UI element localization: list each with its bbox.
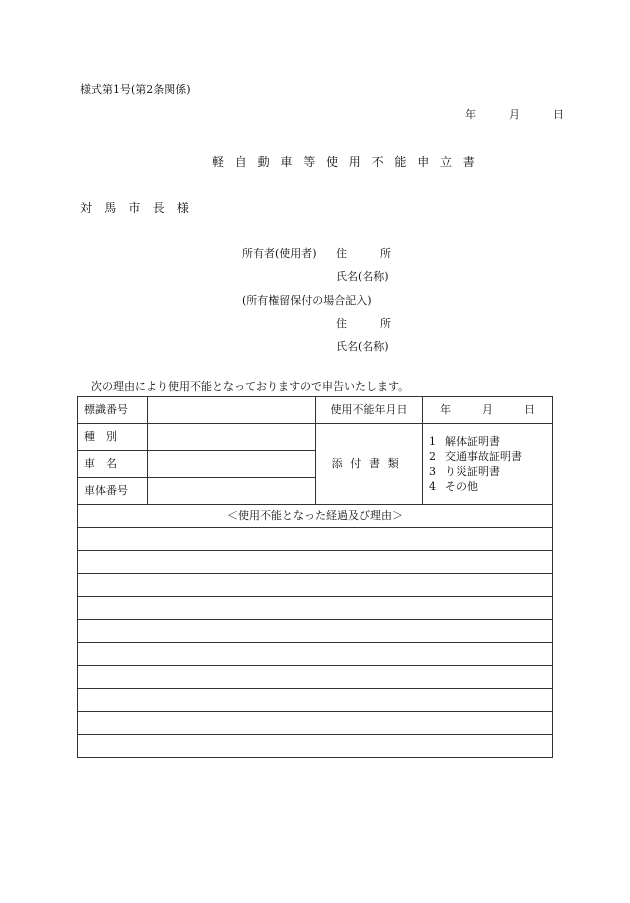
date-year-label: 年: [465, 108, 476, 121]
unusable-date-day: 日: [524, 403, 535, 417]
vehicle-type-label: 種 別: [78, 424, 148, 451]
retention-name-label: 氏名(名称): [336, 340, 389, 353]
reason-line[interactable]: [78, 574, 553, 597]
owner-label: 所有者(使用者): [242, 247, 317, 260]
attachments-list: [423, 424, 553, 505]
reason-line[interactable]: [78, 620, 553, 643]
unusable-form-table: [77, 396, 553, 758]
attachments-label: 添付書類: [331, 457, 407, 471]
car-name-field[interactable]: [148, 451, 316, 478]
plate-number-label: 標識番号: [78, 397, 148, 424]
reason-line[interactable]: [78, 689, 553, 712]
plate-number-field[interactable]: [148, 397, 316, 424]
reason-line[interactable]: [78, 643, 553, 666]
addressee: 対 馬 市 長 様: [80, 201, 194, 215]
owner-address-label: 住 所: [336, 247, 391, 260]
attachment-item[interactable]: 4 その他: [429, 480, 478, 493]
attachment-item[interactable]: 1 解体証明書: [429, 435, 500, 448]
reason-line[interactable]: [78, 735, 553, 758]
reason-line[interactable]: [78, 528, 553, 551]
page-title: 軽自動車等使用不能申立書: [212, 155, 486, 169]
attachments-label-cell: [316, 424, 423, 505]
unusable-date-year: 年: [440, 403, 451, 417]
car-name-label: 車 名: [78, 451, 148, 478]
reason-line[interactable]: [78, 712, 553, 735]
date-day-label: 日: [553, 108, 564, 121]
reason-line[interactable]: [78, 666, 553, 689]
vehicle-type-field[interactable]: [148, 424, 316, 451]
attachment-item[interactable]: 2 交通事故証明書: [429, 450, 522, 463]
unusable-date-month: 月: [482, 403, 493, 417]
date-month-label: 月: [509, 108, 520, 121]
unusable-date-label: 使用不能年月日: [316, 397, 423, 424]
form-reference: 様式第1号(第2条関係): [80, 83, 191, 96]
owner-name-label: 氏名(名称): [336, 270, 389, 283]
date-header: [465, 106, 564, 122]
attachment-item[interactable]: 3 り災証明書: [429, 465, 500, 478]
retention-label: (所有権留保付の場合記入): [242, 294, 372, 307]
chassis-number-label: 車体番号: [78, 478, 148, 505]
reason-line[interactable]: [78, 551, 553, 574]
retention-address-label: 住 所: [336, 317, 391, 330]
reason-header: ＜使用不能となった経過及び理由＞: [78, 505, 553, 528]
chassis-number-field[interactable]: [148, 478, 316, 505]
unusable-date-field[interactable]: [423, 397, 553, 424]
declaration-text: 次の理由により使用不能となっておりますので申告いたします。: [91, 380, 410, 393]
reason-line[interactable]: [78, 597, 553, 620]
